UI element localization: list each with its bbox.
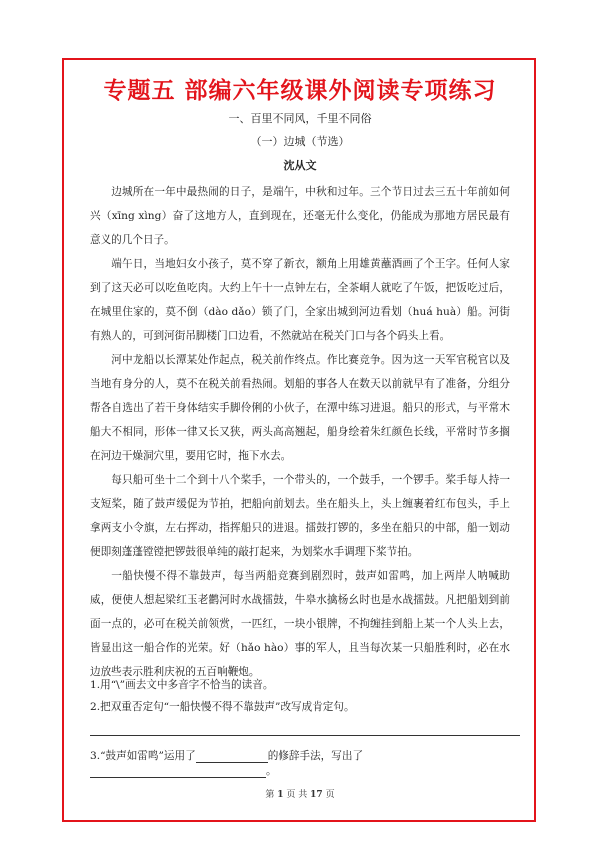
page-footer [0,787,600,800]
question-2: 2.把双重否定句“一船快慢不得不靠鼓声”改写成肯定句。 [90,701,355,713]
question-3-part-c: 。 [266,765,277,777]
passage-body [90,180,510,684]
question-3-part-a: 3.“鼓声如雷鸣”运用了 [90,750,196,762]
paragraph: 端午日，当地妇女小孩子，莫不穿了新衣，额角上用雄黄蘸酒画了个王字。任何人家到了这天必可以吃鱼吃肉。大约上午十一点钟左右，全茶峒人就吃了午饭，把饭吃过后，在城里住家的，莫不倒（dào dǎo）锁了门，全家出城到河边看划（huá huà）船。河街有熟人的，可到河街吊脚楼门口边看，不然就站在税关门口与各个码头上看。 [90,258,510,342]
footer-suffix: 页 [325,790,335,800]
paragraph: 边城所在一年中最热闹的日子，是端午，中秋和过年。三个节日过去三五十年前如何兴（xīng xìng）奋了这地方人，直到现在，还毫无什么变化，仍能成为那地方居民最有意义的几个日子。 [90,186,510,246]
paragraph: 河中龙船以长潭某处作起点，税关前作终点。作比赛竞争。因为这一天军官税官以及当地有身分的人，莫不在税关前看热闹。划船的事各人在数天以前就早有了准备，分组分帮各自选出了若干身体结实手脚伶俐的小伙子，在潭中练习进退。船只的形式，与平常木船大不相同，形体一律又长又狭，两头高高翘起，船身绘着朱红颜色长线，平常时节多搁在河边干燥洞穴里，要用它时，拖下水去。 [90,354,510,462]
paragraph: 每只船可坐十二个到十八个桨手，一个带头的，一个鼓手，一个锣手。桨手每人持一支短桨，随了鼓声缓促为节拍，把船向前划去。坐在船头上，头上缠裹着红布包头，手上拿两支小令旗，左右挥动，指挥船只的进退。擂鼓打锣的，多坐在船只的中部，船一划动便即刻蓬蓬镗镗把锣鼓很单纯的敲打起来，为划桨水手调理下桨节拍。 [90,474,510,558]
author-name: 沈从文 [283,159,317,172]
question-1: 1.用“\”画去文中多音字不恰当的读音。 [90,679,274,691]
passage-title: （一）边城（节选） [250,135,350,148]
footer-prefix: 第 [265,790,275,800]
paragraph: 一船快慢不得不靠鼓声，每当两船竞赛到剧烈时，鼓声如雷鸣，加上两岸人呐喊助威，便使人想起梁红玉老鹳河时水战擂鼓，牛皋水擒杨幺时也是水战擂鼓。凡把船划到前面一点的，必可在税关前领赏，一匹红，一块小银牌，不拘缠挂到船上某一个人头上去，皆显出这一船合作的光荣。好（hǎo hào）事的军人，且当每次某一只船胜利时，必在水边放些表示胜利庆祝的五百响鞭炮。 [90,570,510,678]
question-3-part-b: 的修辞手法，写出了 [267,750,364,762]
footer-middle: 页 共 [286,790,308,800]
section-heading: 一、百里不同风，千里不同俗 [228,112,372,125]
page-number: 1 [277,790,284,800]
page-title: 专题五 部编六年级课外阅读专项练习 [103,78,497,104]
answer-line[interactable] [90,735,520,736]
page-total: 17 [310,790,323,800]
question-3 [90,748,510,778]
answer-blank-effect[interactable] [90,765,266,778]
answer-blank-rhetoric[interactable] [196,750,268,763]
